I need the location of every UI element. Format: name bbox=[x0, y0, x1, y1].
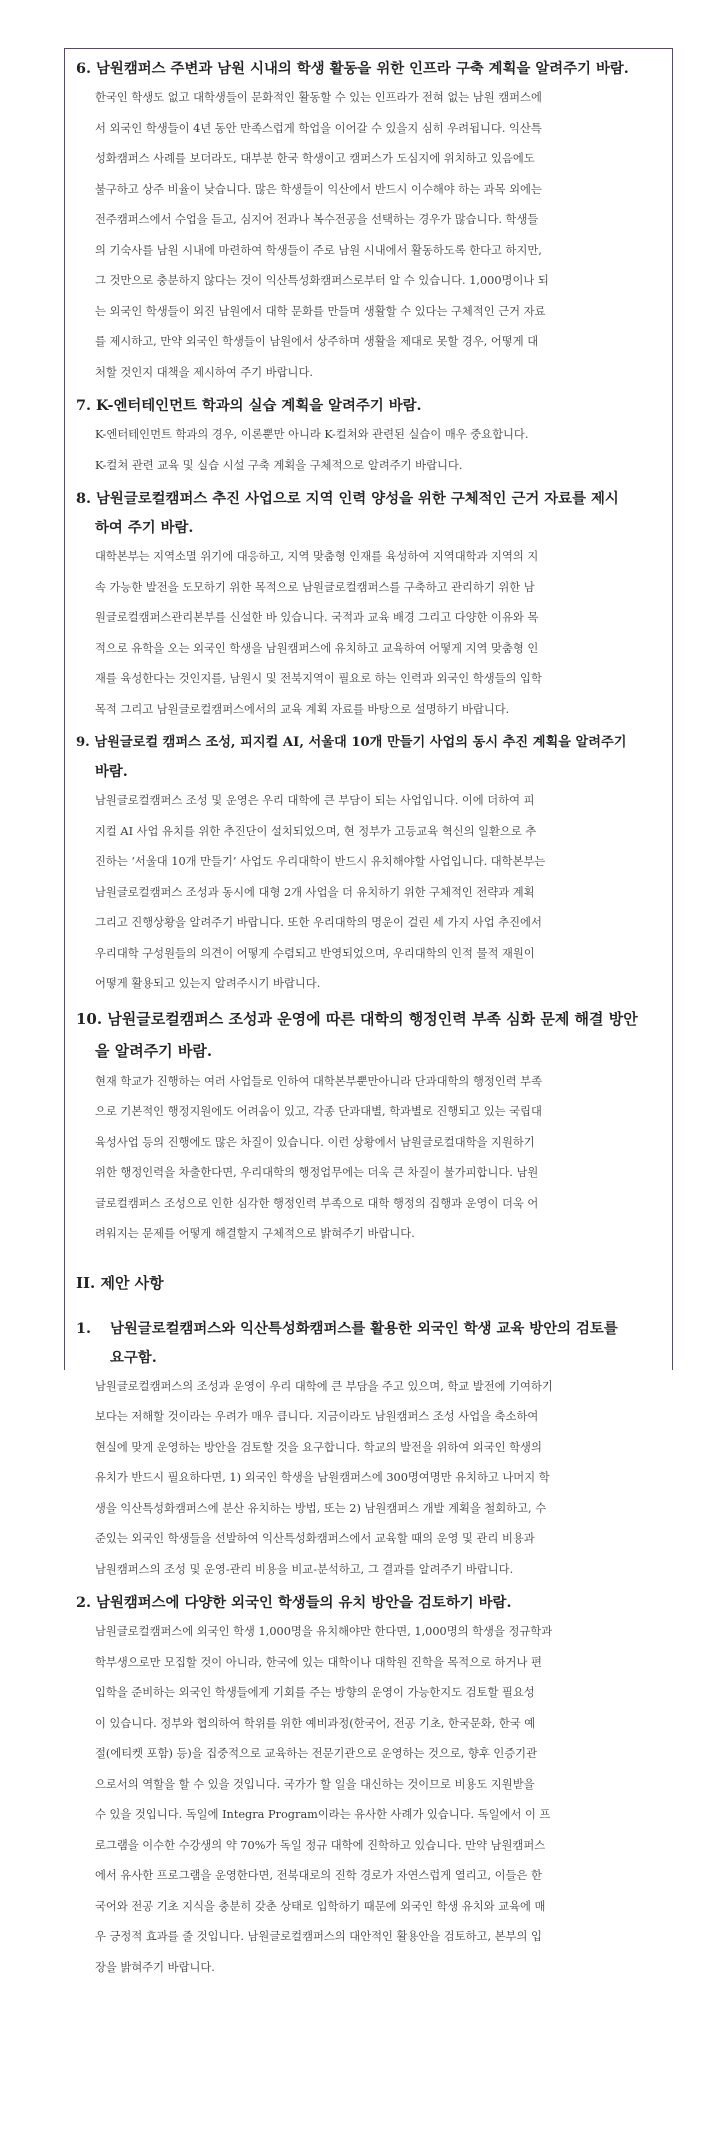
body-line: 우리대학 구성원들의 의견이 어떻게 수렴되고 반영되었으며, 우리대학의 인적 물적 재원이 bbox=[95, 946, 535, 960]
document-content bbox=[76, 54, 666, 1983]
proposal-number: 2. bbox=[76, 1594, 92, 1611]
body-line: 학부생으로만 모집할 것이 아니라, 한국에 있는 대학이나 대학원 진학을 목적으로 하거나 편 bbox=[95, 1655, 542, 1669]
body-line: 지컬 AI 사업 유치를 위한 추진단이 설치되었으며, 현 정부가 고등교육 혁신의 일환으로 추 bbox=[95, 824, 537, 838]
section-heading: 8. 남원글로컬캠퍼스 추진 사업으로 지역 인력 양성을 위한 구체적인 근거 자료를 제시 bbox=[76, 490, 619, 507]
body-line: 장을 밝혀주기 바랍니다. bbox=[95, 1960, 215, 1974]
section-body bbox=[95, 542, 666, 725]
proposal-heading-cont: 요구함. bbox=[110, 1348, 157, 1366]
part-title: II. 제안 사항 bbox=[76, 1273, 164, 1292]
section-9 bbox=[76, 728, 666, 1000]
body-line: 진하는 ‘서울대 10개 만들기’ 사업도 우리대학이 반드시 유치해야할 사업입니다. 대학본부는 bbox=[95, 855, 546, 868]
body-line: 재를 육성한다는 것인지를, 남원시 및 전북지역이 필요로 하는 인력과 외국인 학생들의 입학 bbox=[95, 672, 542, 685]
proposal-number: 1. bbox=[76, 1319, 92, 1337]
body-line: 남원글로컬캠퍼스 조성과 동시에 대형 2개 사업을 더 유치하기 위한 구체적인 전략과 계획 bbox=[95, 885, 535, 899]
body-line: 목적 그리고 남원글로컬캠퍼스에서의 교육 계획 자료를 바탕으로 설명하기 바랍니다. bbox=[95, 702, 510, 716]
body-line: 는 외국인 학생들이 외진 남원에서 대학 문화를 만들며 생활할 수 있다는 구체적인 근거 자료 bbox=[95, 304, 546, 318]
body-line: 남원캠퍼스의 조성 및 운영-관리 비용을 비교-분석하고, 그 결과를 알려주기 바랍니다. bbox=[95, 1562, 514, 1576]
section-heading-cont: 바람. bbox=[95, 763, 128, 780]
body-line: 로그램을 이수한 수강생의 약 70%가 독일 정규 대학에 진학하고 있습니다. 만약 남원캠퍼스 bbox=[95, 1838, 546, 1852]
proposal-2 bbox=[76, 1588, 666, 1983]
body-line: 적으로 유학을 오는 외국인 학생을 남원캠퍼스에 유치하고 교육하여 어떻게 지역 맞춤형 인 bbox=[95, 641, 539, 655]
body-line: 절(에티켓 포함) 등)을 집중적으로 교육하는 전문기관으로 운영하는 것으로, 향후 인증기관 bbox=[95, 1747, 537, 1760]
section-10 bbox=[76, 1003, 666, 1250]
body-line: 글로컬캠퍼스 조성으로 인한 심각한 행정인력 부족으로 대학 행정의 집행과 운영이 더욱 어 bbox=[95, 1196, 539, 1210]
body-line: 보다는 저해할 것이라는 우려가 매우 큽니다. 지금이라도 남원캠퍼스 조성 사업을 축소하여 bbox=[95, 1410, 539, 1423]
body-line: 으로서의 역할을 할 수 있을 것입니다. 국가가 할 일을 대신하는 것이므로 비용도 지원받을 bbox=[95, 1777, 535, 1791]
section-heading-cont: 하여 주기 바람. bbox=[95, 519, 194, 536]
body-line: 대학본부는 지역소멸 위기에 대응하고, 지역 맞춤형 인재를 육성하여 지역대학과 지역의 지 bbox=[95, 550, 539, 563]
body-line: 에서 유사한 프로그램을 운영한다면, 전북대로의 진학 경로가 자연스럽게 열리고, 이들은 한 bbox=[95, 1869, 542, 1882]
section-heading: 9. 남원글로컬 캠퍼스 조성, 피지컬 AI, 서울대 10개 만들기 사업의 동시 추진 계획을 알려주기 bbox=[76, 735, 627, 750]
body-line: 한국인 학생도 없고 대학생들이 문화적인 활동할 수 있는 인프라가 전혀 없는 남원 캠퍼스에 bbox=[95, 91, 542, 104]
body-line: K-엔터테인먼트 학과의 경우, 이론뿐만 아니라 K-컬쳐와 관련된 실습이 매우 중요합니다. bbox=[95, 428, 529, 441]
section-body bbox=[95, 786, 666, 1000]
section-6 bbox=[76, 54, 666, 388]
body-line: 그리고 진행상황을 알려주기 바랍니다. 또한 우리대학의 명운이 걸린 세 가지 사업 추진에서 bbox=[95, 916, 542, 929]
body-line: 으로 기본적인 행정지원에도 어려움이 있고, 각종 단과대별, 학과별로 진행되고 있는 국립대 bbox=[95, 1105, 542, 1118]
body-line: 생을 익산특성화캠퍼스에 분산 유치하는 방법, 또는 2) 남원캠퍼스 개발 계획을 철회하고, 수 bbox=[95, 1501, 547, 1515]
body-line: 현실에 맞게 운영하는 방안을 검토할 것을 요구합니다. 학교의 발전을 위하여 외국인 학생의 bbox=[95, 1440, 542, 1454]
body-line: 속 가능한 발전을 도모하기 위한 목적으로 남원글로컬캠퍼스를 구축하고 관리하기 위한 남 bbox=[95, 580, 535, 594]
body-line: 의 기숙사를 남원 시내에 마련하여 학생들이 주로 남원 시내에서 활동하도록 한다고 하지만, bbox=[95, 243, 542, 257]
section-heading: 7. K-엔터테인먼트 학과의 실습 계획을 알려주기 바람. bbox=[76, 397, 422, 414]
body-line: 수 있을 것입니다. 독일에 Integra Program이라는 유사한 사례가 있습니다. 독일에서 이 프 bbox=[95, 1808, 551, 1821]
proposal-1 bbox=[76, 1314, 666, 1586]
body-line: 전주캠퍼스에서 수업을 듣고, 심지어 전과나 복수전공을 선택하는 경우가 많습니다. 학생들 bbox=[95, 213, 539, 226]
body-line: 원글로컬캠퍼스관리본부를 신설한 바 있습니다. 국적과 교육 배경 그리고 다양한 이유와 목 bbox=[95, 611, 539, 624]
body-line: 남원글로컬캠퍼스 조성 및 운영은 우리 대학에 큰 부담이 되는 사업입니다. 이에 더하여 피 bbox=[95, 794, 535, 807]
body-line: 처할 것인지 대책을 제시하여 주기 바랍니다. bbox=[95, 365, 313, 379]
section-heading: 10. 남원글로컬캠퍼스 조성과 운영에 따른 대학의 행정인력 부족 심화 문제 해결 방안 bbox=[76, 1009, 638, 1028]
body-line: 어떻게 활용되고 있는지 알려주시기 바랍니다. bbox=[95, 977, 321, 990]
body-line: 그 것만으로 충분하지 않다는 것이 익산특성화캠퍼스로부터 알 수 있습니다. 1,000명이나 되 bbox=[95, 274, 549, 287]
body-line: 이 있습니다. 정부와 협의하여 학위를 위한 예비과정(한국어, 전공 기초, 한국문화, 한국 예 bbox=[95, 1716, 536, 1730]
body-line: 국어와 전공 기초 지식을 충분히 갖춘 상태로 입학하기 때문에 외국인 학생 유치와 교육에 매 bbox=[95, 1899, 546, 1913]
body-line: 육성사업 등의 진행에도 많은 차질이 있습니다. 이런 상황에서 남원글로컬대학을 지원하기 bbox=[95, 1135, 535, 1149]
body-line: 위한 행정인력을 차출한다면, 우리대학의 행정업무에는 더욱 큰 차질이 불가피합니다. 남원 bbox=[95, 1166, 539, 1179]
section-heading: 6. 남원캠퍼스 주변과 남원 시내의 학생 활동을 위한 인프라 구축 계획을 알려주기 바람. bbox=[76, 60, 629, 77]
proposal-heading-text: 남원캠퍼스에 다양한 외국인 학생들의 유치 방안을 검토하기 바람. bbox=[96, 1594, 512, 1611]
body-line: 를 제시하고, 만약 외국인 학생들이 남원에서 상주하며 생활을 제대로 못할 경우, 어떻게 대 bbox=[95, 335, 539, 348]
section-body bbox=[95, 83, 666, 388]
body-line: 현재 학교가 진행하는 여러 사업들로 인하여 대학본부뿐만아니라 단과대학의 행정인력 부족 bbox=[95, 1074, 543, 1088]
section-body bbox=[95, 420, 666, 481]
section-8 bbox=[76, 484, 666, 725]
body-line: 입학을 준비하는 외국인 학생들에게 기회를 주는 방향의 운영이 가능한지도 검토할 필요성 bbox=[95, 1686, 535, 1699]
body-line: 유치가 반드시 필요하다면, 1) 외국인 학생을 남원캠퍼스에 300명여명만 유치하고 나머지 학 bbox=[95, 1471, 550, 1484]
proposal-heading-text: 남원글로컬캠퍼스와 익산특성화캠퍼스를 활용한 외국인 학생 교육 방안의 검토를 bbox=[110, 1319, 618, 1337]
body-line: 불구하고 상주 비율이 낮습니다. 많은 학생들이 익산에서 반드시 이수해야 하는 과목 외에는 bbox=[95, 182, 542, 196]
section-body bbox=[95, 1067, 666, 1250]
body-line: 남원글로컬캠퍼스에 외국인 학생 1,000명을 유치해야만 한다면, 1,000명의 학생을 정규학과 bbox=[95, 1625, 553, 1638]
proposal-body bbox=[95, 1372, 666, 1586]
body-line: 준있는 외국인 학생들을 선발하여 익산특성화캠퍼스에서 교육할 때의 운영 및 관리 비용과 bbox=[95, 1532, 535, 1545]
section-heading-cont: 을 알려주기 바람. bbox=[95, 1041, 213, 1060]
body-line: 남원글로컬캠퍼스의 조성과 운영이 우리 대학에 큰 부담을 주고 있으며, 학교 발전에 기여하기 bbox=[95, 1379, 553, 1393]
body-line: 서 외국인 학생들이 4년 동안 만족스럽게 학업을 이어갈 수 있을지 심히 우려됩니다. 익산특 bbox=[95, 121, 542, 135]
body-line: 려워지는 문제를 어떻게 해결할지 구체적으로 밝혀주기 바랍니다. bbox=[95, 1227, 415, 1240]
proposal-heading bbox=[76, 1588, 666, 1617]
body-line: 성화캠퍼스 사례를 보더라도, 대부분 한국 학생이고 캠퍼스가 도심지에 위치하고 있음에도 bbox=[95, 152, 535, 165]
section-7 bbox=[76, 391, 666, 481]
proposal-body bbox=[95, 1617, 666, 1983]
body-line: K-컬쳐 관련 교육 및 실습 시설 구축 계획을 구체적으로 알려주기 바랍니다. bbox=[95, 458, 463, 472]
proposal-heading bbox=[76, 1314, 666, 1343]
body-line: 우 긍정적 효과를 줄 것입니다. 남원글로컬캠퍼스의 대안적인 활용안을 검토하고, 본부의 입 bbox=[95, 1930, 542, 1943]
